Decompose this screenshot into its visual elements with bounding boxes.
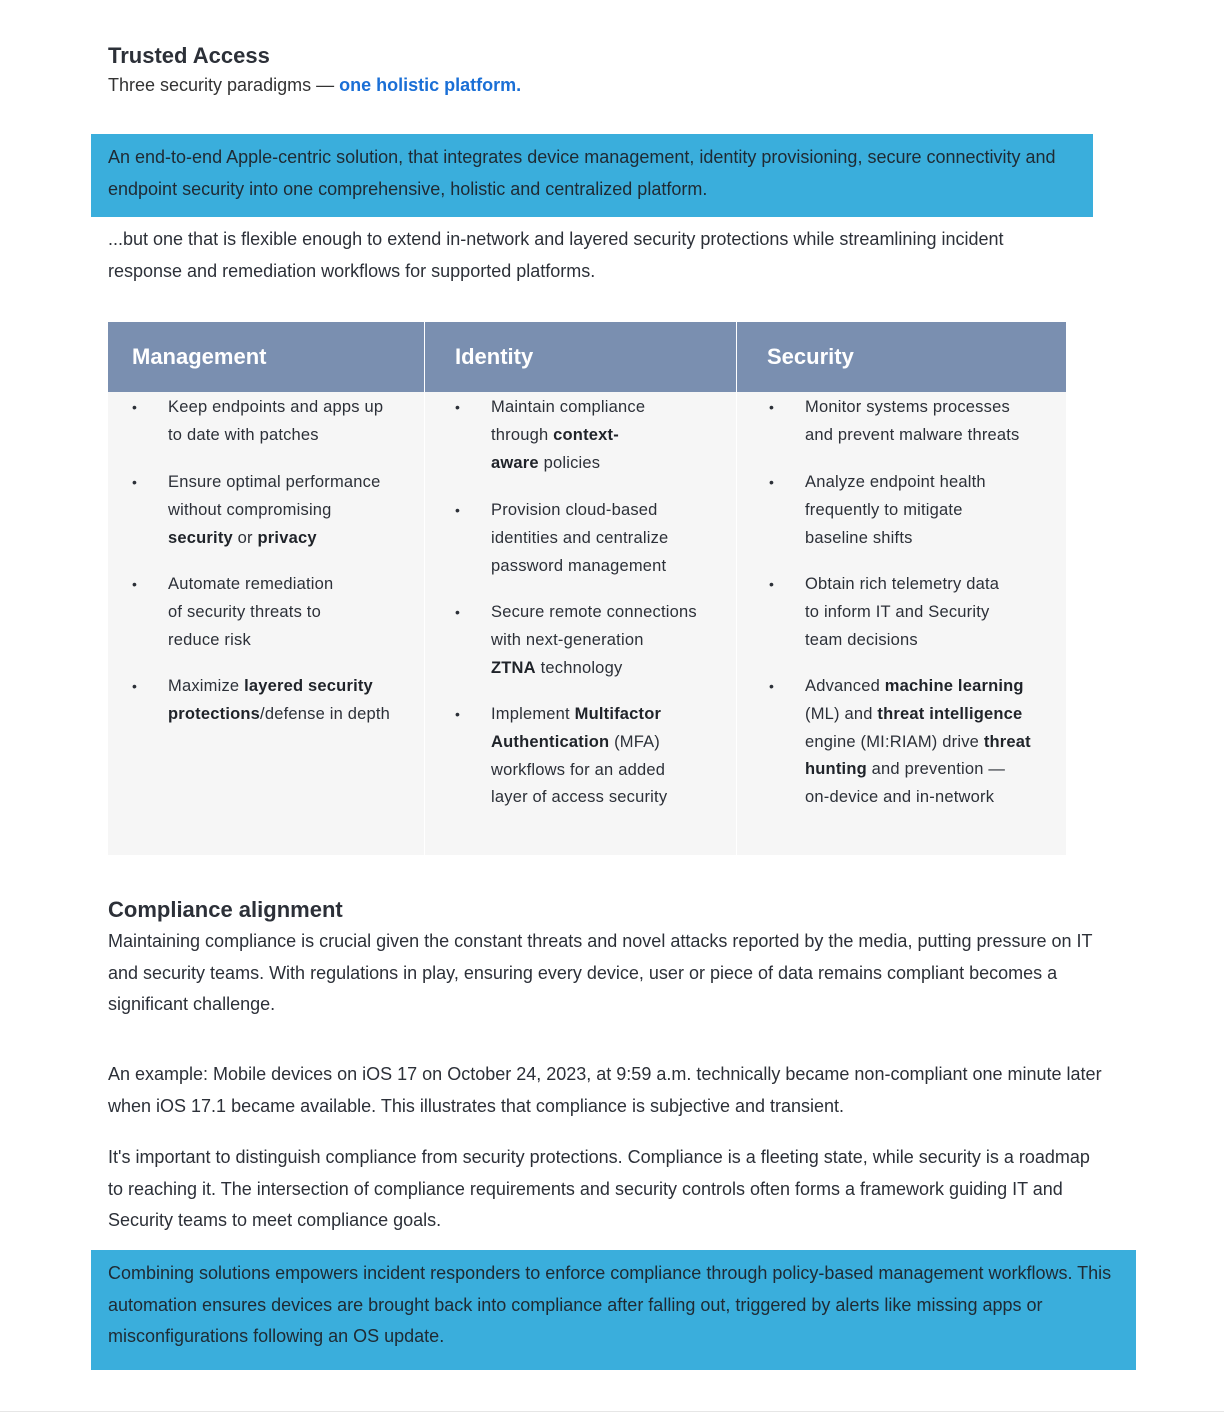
column-identity <box>424 322 736 855</box>
list-item: • Keep endpoints and apps up to date with patches <box>132 398 384 444</box>
list-item: • Provision cloud-based identities and centralize password management <box>455 501 669 575</box>
column-heading: Identity <box>425 322 736 392</box>
paradigm-table <box>108 322 1066 855</box>
column-heading: Management <box>108 322 424 392</box>
list-item: • Analyze endpoint health frequently to mitigate baseline shifts <box>769 473 986 547</box>
list-item: • Maximize layered security protections/defense in depth <box>132 677 391 723</box>
subtitle-prefix: Three security paradigms — <box>108 75 340 95</box>
compliance-paragraph-1: Maintaining compliance is crucial given the constant threats and novel attacks reported by the media, putting pressure on IT and security teams. With regulations in play, ensuring every device, user or piece of data remains compliant becomes a significant challenge. <box>108 931 1093 1014</box>
section-title-compliance: Compliance alignment <box>108 897 343 922</box>
callout-compliance: Combining solutions empowers incident responders to enforce compliance through policy-based management workflows. This automation ensures devices are brought back into compliance after falling out, triggered by alerts like missing apps or misconfigurations following an OS update. <box>91 1250 1136 1370</box>
compliance-paragraph-2: An example: Mobile devices on iOS 17 on October 24, 2023, at 9:59 a.m. technically became non-compliant one minute later when iOS 17.1 became available. This illustrates that compliance is subjective and transient. <box>108 1064 1102 1116</box>
column-heading: Security <box>737 322 1066 392</box>
list-item: • Ensure optimal performance without compromising security or privacy <box>132 473 381 547</box>
column-security <box>736 322 1066 855</box>
list-item: • Secure remote connections with next-generation ZTNA technology <box>455 603 697 677</box>
list-item: • Automate remediation of security threats to reduce risk <box>132 575 334 649</box>
callout-platform: An end-to-end Apple-centric solution, that integrates device management, identity provisioning, secure connectivity and endpoint security into one comprehensive, holistic and centralized platform. <box>91 134 1093 217</box>
list-item: • Advanced machine learning (ML) and threat intelligence engine (MI:RIAM) drive threat hunting and prevention — on-device and in-network <box>769 677 1031 807</box>
list-item: • Implement Multifactor Authentication (MFA) workflows for an added layer of access security <box>455 705 668 807</box>
divider <box>0 1411 1224 1412</box>
column-management <box>108 322 424 855</box>
compliance-paragraph-3: It's important to distinguish compliance from security protections. Compliance is a fleeting state, while security is a roadmap to reaching it. The intersection of compliance requirements and security controls often forms a framework guiding IT and Security teams to meet compliance goals. <box>108 1147 1090 1230</box>
list-item: • Maintain compliance through context- aware policies <box>455 398 646 472</box>
list-item: • Monitor systems processes and prevent malware threats <box>769 398 1020 444</box>
intro-paragraph: ...but one that is flexible enough to extend in-network and layered security protections while streamlining incident response and remediation workflows for supported platforms. <box>108 229 1004 281</box>
section-subtitle <box>108 75 521 96</box>
list-item: • Obtain rich telemetry data to inform IT and Security team decisions <box>769 575 1000 649</box>
section-title-trusted-access: Trusted Access <box>108 43 270 68</box>
subtitle-highlight: one holistic platform. <box>339 75 522 95</box>
